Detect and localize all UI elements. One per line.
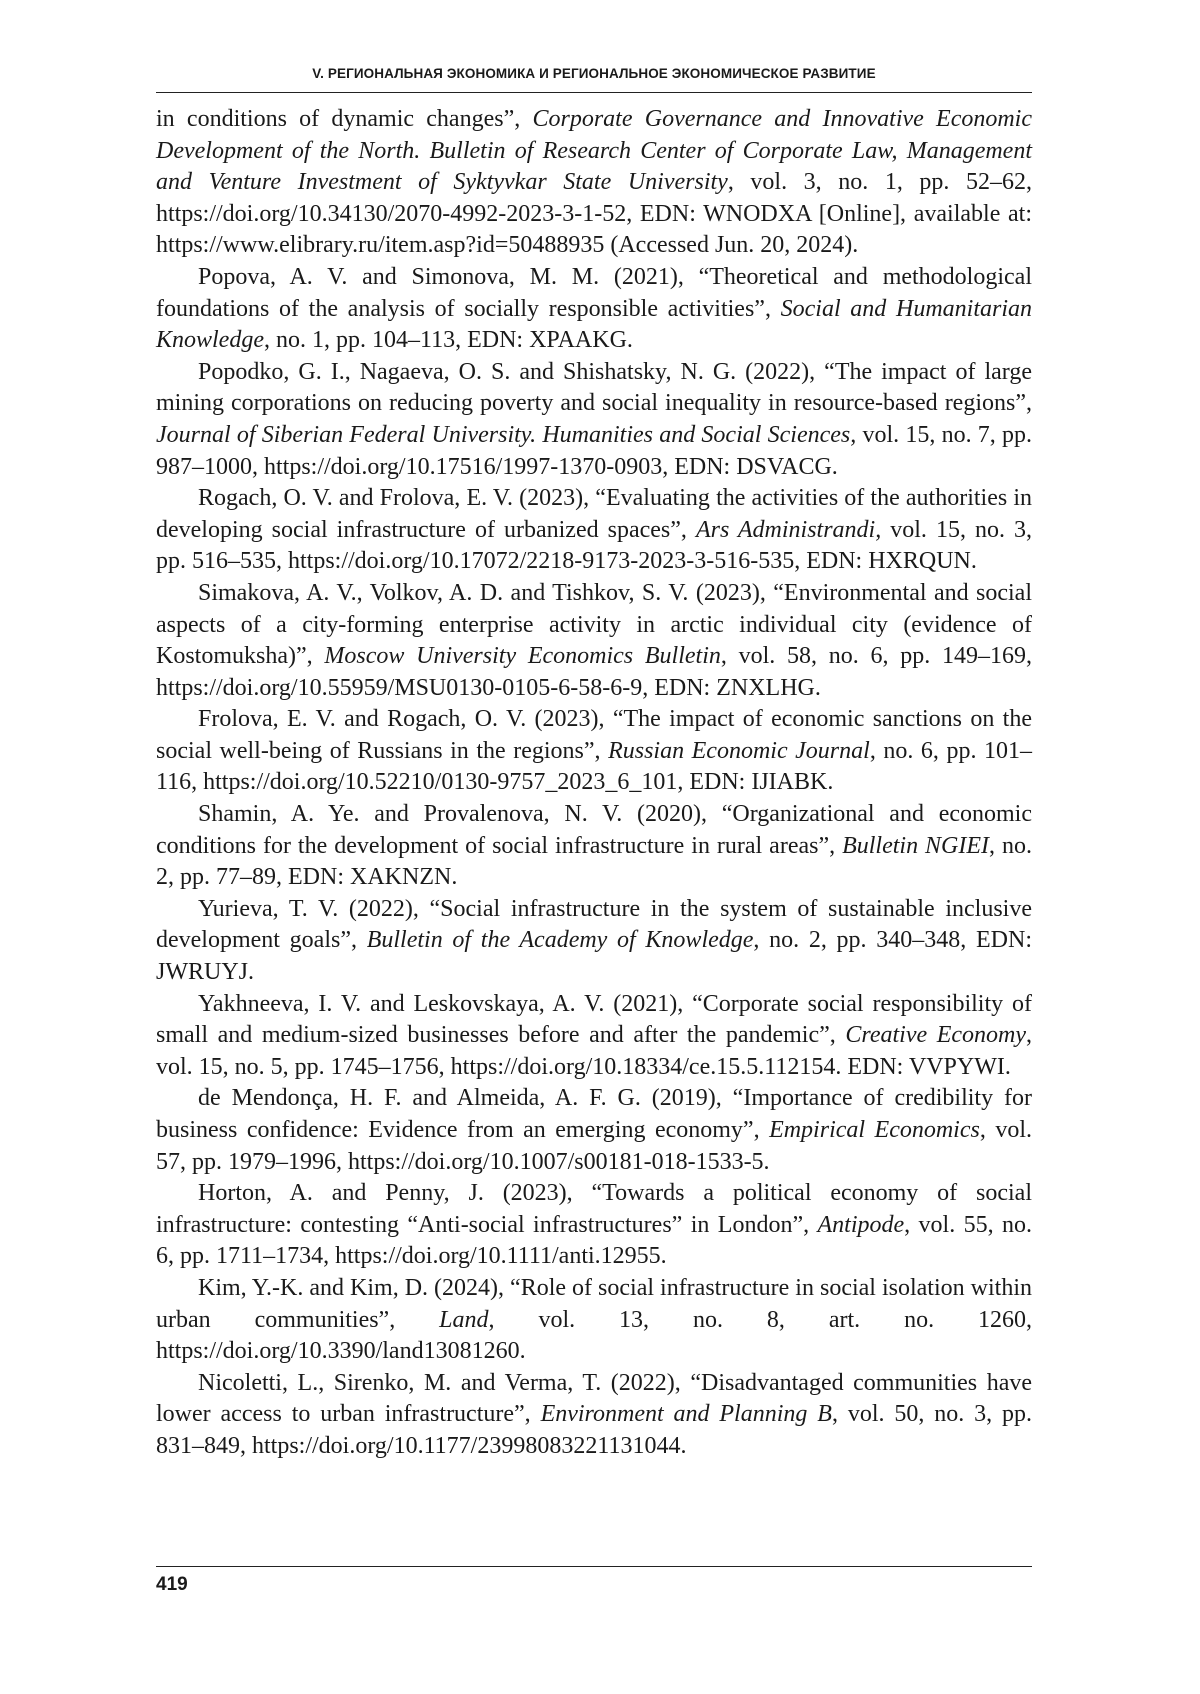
reference-details: , no. 6, pp. 101–116, https://doi.org/10.52210/0130-9757_2023_6_101, EDN: IJIABK. — [156, 737, 1032, 796]
reference-entry — [156, 799, 1032, 894]
reference-text: Horton, A. and Penny, J. (2023), “Towards a political economy of social infrastructure: contesting “Anti-social infrastructures” in London”, — [156, 1180, 1032, 1238]
reference-text: Popova, A. V. and Simonova, M. M. (2021), “Theoretical and methodological foundations of the analysis of socially responsible activities”, — [156, 263, 1032, 322]
reference-list — [156, 104, 1032, 1463]
reference-entry — [156, 1178, 1032, 1273]
reference-journal: Creative Economy — [845, 1022, 1027, 1049]
reference-details: , vol. 3, no. 1, pp. 52–62, https://doi.org/10.34130/2070-4992-2023-3-1-52, EDN: WNODXA [Online], available at: https://www.elibrary.ru/item.asp?id=50488935 (Accessed Jun. 20, 2024). — [156, 169, 1033, 259]
reference-text: Popodko, G. I., Nagaeva, O. S. and Shishatsky, N. G. (2022), “The impact of large mining corporations on reducing poverty and social inequality in resource-based regions”, — [156, 358, 1032, 417]
reference-text: Nicoletti, L., Sirenko, M. and Verma, T. (2022), “Disadvantaged communities have lower access to urban infrastructure”, — [156, 1369, 1032, 1428]
reference-entry — [156, 104, 1032, 262]
reference-details: vol. 15, no. 3, pp. 516–535, https://doi.org/10.17072/2218-9173-2023-3-516-535, EDN: HXRQUN. — [156, 516, 1033, 575]
reference-journal: Environment and Planning B — [540, 1401, 832, 1428]
reference-details: , no. 2, pp. 340–348, EDN: JWRUYJ. — [156, 927, 1032, 986]
reference-journal: Corporate Governance and Innovative Economic Development of the North. Bulletin of Research Center of Corporate Law, Management and Venture Investment of Syktyvkar State University — [156, 106, 1033, 196]
reference-text: Kim, Y.-K. and Kim, D. (2024), “Role of social infrastructure in social isolation within urban communities”, — [156, 1274, 1032, 1333]
reference-details: vol. 15, no. 7, pp. 987–1000, https://doi.org/10.17516/1997-1370-0903, EDN: DSVACG. — [156, 421, 1033, 480]
reference-text: Shamin, A. Ye. and Provalenova, N. V. (2020), “Organizational and economic conditions for the development of social infrastructure in rural areas”, — [156, 801, 1032, 859]
reference-details: , no. 1, pp. 104–113, EDN: XPAAKG. — [264, 327, 633, 354]
reference-text: Yakhneeva, I. V. and Leskovskaya, A. V. (2021), “Corporate social responsibility of small and medium-sized businesses before and after the pandemic”, — [156, 990, 1032, 1049]
reference-journal: Ars Administrandi, — [695, 516, 882, 543]
reference-journal: Antipode — [817, 1211, 905, 1238]
reference-details: , vol. 13, no. 8, art. no. 1260, https://doi.org/10.3390/land13081260. — [156, 1306, 1033, 1365]
reference-entry — [156, 357, 1032, 483]
reference-entry — [156, 262, 1032, 357]
reference-journal: Bulletin NGIEI — [842, 832, 990, 859]
header-rule — [156, 92, 1032, 93]
reference-journal: Bulletin of the Academy of Knowledge — [366, 927, 754, 954]
reference-details: , vol. 57, pp. 1979–1996, https://doi.org/10.1007/s00181-018-1533-5. — [156, 1117, 1032, 1175]
reference-journal: Empirical Economics — [769, 1117, 980, 1143]
reference-details: , vol. 50, no. 3, pp. 831–849, https://doi.org/10.1177/23998083221131044. — [156, 1401, 1032, 1459]
reference-text: Rogach, O. V. and Frolova, E. V. (2023), “Evaluating the activities of the authorities in developing social infrastructure of urbanized spaces”, — [156, 485, 1032, 543]
reference-details: , vol. 55, no. 6, pp. 1711–1734, https://doi.org/10.1111/anti.12955. — [156, 1211, 1033, 1270]
running-head: V. РЕГИОНАЛЬНАЯ ЭКОНОМИКА И РЕГИОНАЛЬНОЕ ЭКОНОМИЧЕСКОЕ РАЗВИТИЕ — [312, 66, 876, 81]
reference-entry — [156, 483, 1032, 578]
reference-details: , vol. 15, no. 5, pp. 1745–1756, https://doi.org/10.18334/ce.15.5.112154. EDN: VVPYWI. — [156, 1022, 1033, 1080]
reference-entry — [156, 578, 1032, 704]
reference-text: de Mendonça, H. F. and Almeida, A. F. G. (2019), “Importance of credibility for business confidence: Evidence from an emerging economy”, — [156, 1085, 1032, 1143]
reference-details: , vol. 58, no. 6, pp. 149–169, https://doi.org/10.55959/MSU0130-0105-6-58-6-9, EDN: ZNXLHG. — [156, 643, 1032, 701]
reference-journal: Journal of Siberian Federal University. Humanities and Social Sciences, — [156, 421, 857, 448]
reference-entry — [156, 989, 1032, 1084]
reference-entry — [156, 704, 1032, 799]
reference-text: Simakova, A. V., Volkov, A. D. and Tishkov, S. V. (2023), “Environmental and social aspects of a city-forming enterprise activity in arctic individual city (evidence of Kostomuksha)”, — [156, 579, 1032, 670]
reference-text: in conditions of dynamic changes”, — [156, 106, 533, 132]
reference-text: Yurieva, T. V. (2022), “Social infrastructure in the system of sustainable inclusive development goals”, — [156, 895, 1032, 954]
page-number: 419 — [156, 1574, 188, 1595]
reference-journal: Social and Humanitarian Knowledge — [156, 295, 1032, 354]
footer-rule — [156, 1566, 1032, 1567]
reference-entry — [156, 1273, 1032, 1368]
reference-entry — [156, 1083, 1032, 1178]
reference-details: , no. 2, pp. 77–89, EDN: XAKNZN. — [156, 832, 1032, 891]
reference-entry — [156, 894, 1032, 989]
reference-journal: Land — [439, 1306, 489, 1333]
reference-journal: Moscow University Economics Bulletin — [324, 643, 721, 670]
reference-entry — [156, 1368, 1032, 1463]
reference-text: Frolova, E. V. and Rogach, O. V. (2023), “The impact of economic sanctions on the social well-being of Russians in the regions”, — [156, 706, 1032, 764]
reference-journal: Russian Economic Journal — [608, 737, 870, 764]
